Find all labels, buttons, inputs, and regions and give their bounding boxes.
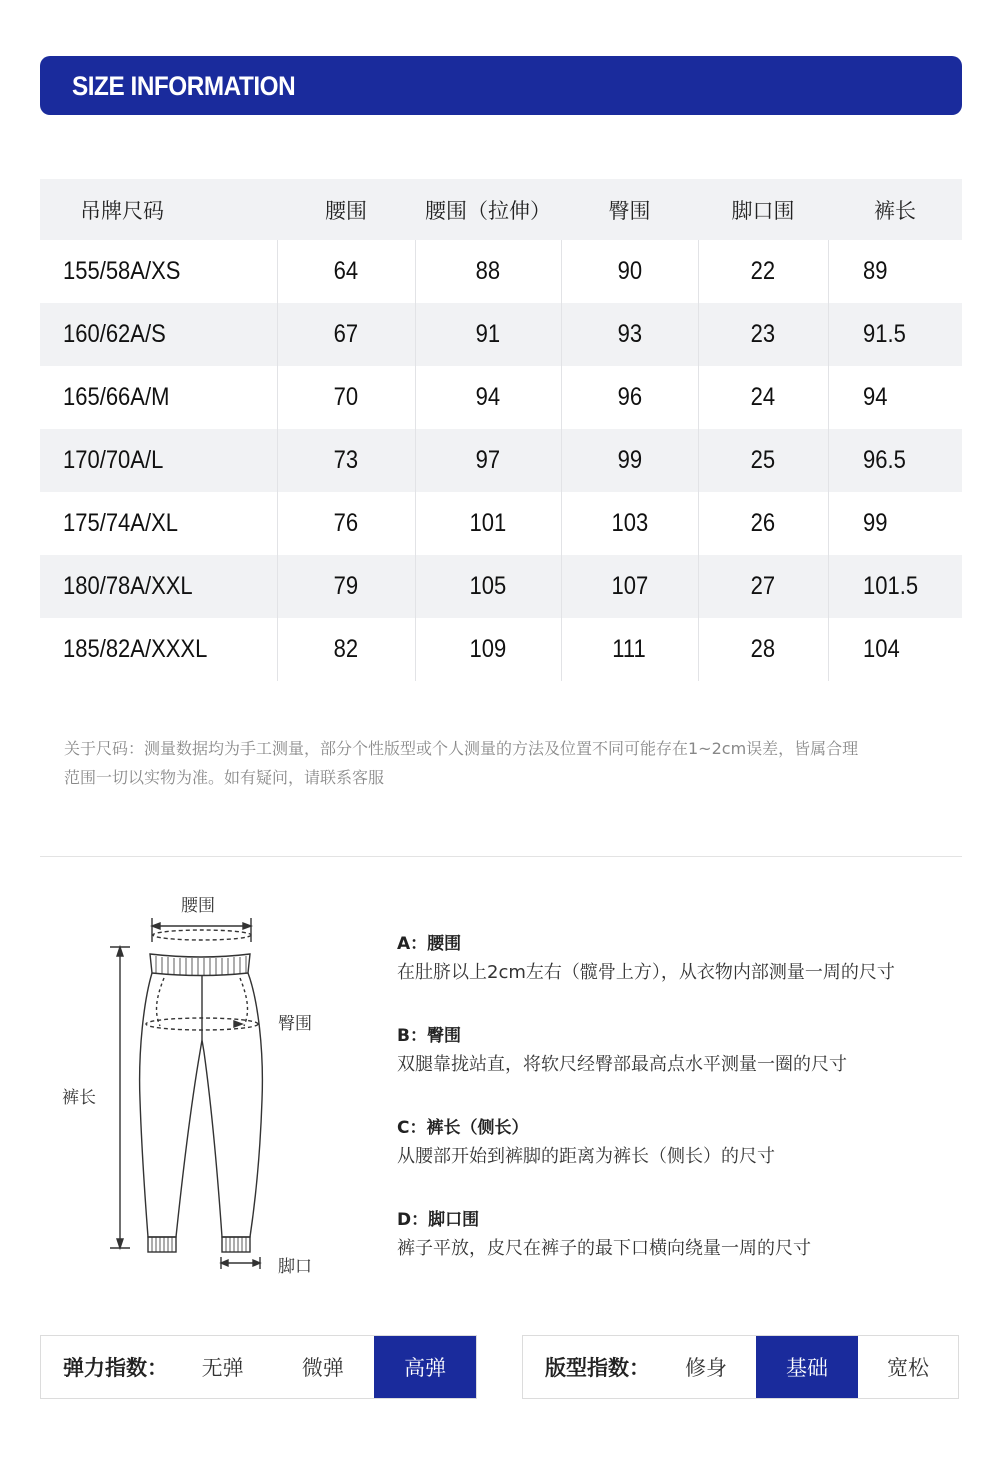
table-cell: 94: [475, 383, 501, 411]
column-header: 腰围: [277, 179, 415, 240]
table-cell: 89: [862, 257, 887, 285]
table-cell: 160/62A/S: [63, 320, 166, 348]
table-row: [40, 618, 962, 681]
fit-index: [522, 1335, 959, 1399]
definition-item: [397, 930, 977, 988]
table-cell: 170/70A/L: [63, 446, 164, 474]
table-cell: 67: [333, 320, 359, 348]
table-cell: 175/74A/XL: [63, 509, 178, 537]
table-cell: 96: [617, 383, 642, 411]
fit-label: 版型指数：: [545, 1356, 650, 1380]
table-cell: 111: [612, 635, 647, 663]
elasticity-option-high[interactable]: 高弹: [374, 1336, 476, 1398]
table-row: [40, 492, 962, 555]
elasticity-option-slight[interactable]: 微弹: [301, 1356, 344, 1380]
definition-text: 在肚脐以上2cm左右（髋骨上方），从衣物内部测量一周的尺寸: [397, 962, 895, 983]
definition-title: D：脚口围: [397, 1210, 480, 1230]
definition-text: 裤子平放，皮尺在裤子的最下口横向绕量一周的尺寸: [397, 1238, 811, 1259]
table-cell: 101: [469, 509, 507, 537]
table-cell: 88: [475, 257, 501, 285]
definition-title: A：腰围: [397, 934, 462, 954]
table-row: [40, 240, 962, 303]
diagram-label-hip: 臀围: [278, 1014, 312, 1034]
table-row: [40, 429, 962, 492]
table-row: [40, 303, 962, 366]
pants-outline-icon: [60, 880, 360, 1290]
elasticity-option-none[interactable]: 无弹: [201, 1356, 244, 1380]
measurement-definitions: [397, 930, 977, 1298]
column-header: 裤长: [828, 179, 962, 240]
page-title: SIZE INFORMATION: [72, 71, 296, 101]
table-cell: 82: [333, 635, 359, 663]
fit-option-loose[interactable]: 宽松: [887, 1356, 929, 1380]
table-row: [40, 555, 962, 618]
table-cell: 99: [862, 509, 887, 537]
fit-option-slim[interactable]: 修身: [685, 1356, 727, 1380]
elasticity-index: [40, 1335, 477, 1399]
size-note: [64, 734, 959, 792]
column-header: 腰围（拉伸）: [415, 179, 561, 240]
table-cell: 96.5: [862, 446, 906, 474]
table-header-row: [40, 179, 962, 240]
table-cell: 91.5: [862, 320, 906, 348]
pants-diagram: [60, 880, 360, 1290]
definition-item: [397, 1114, 977, 1172]
table-cell: 104: [862, 635, 900, 663]
definition-title: B：臀围: [397, 1026, 461, 1046]
table-cell: 70: [333, 383, 359, 411]
table-cell: 91: [475, 320, 501, 348]
table-row: [40, 366, 962, 429]
table-cell: 155/58A/XS: [63, 257, 181, 285]
size-note-line: 范围一切以实物为准。如有疑问，请联系客服: [64, 768, 385, 787]
definition-text: 从腰部开始到裤脚的距离为裤长（侧长）的尺寸: [397, 1146, 775, 1167]
table-cell: 23: [750, 320, 776, 348]
table-cell: 24: [750, 383, 776, 411]
table-cell: 105: [469, 572, 507, 600]
table-cell: 27: [750, 572, 776, 600]
size-note-line: 关于尺码：测量数据均为手工测量，部分个性版型或个人测量的方法及位置不同可能存在1~2cm误差，皆属合理: [64, 739, 859, 758]
table-cell: 99: [617, 446, 642, 474]
table-cell: 103: [611, 509, 648, 537]
diagram-label-cuff: 脚口: [278, 1257, 312, 1277]
table-cell: 94: [862, 383, 887, 411]
elasticity-label: 弹力指数：: [63, 1356, 168, 1380]
definition-text: 双腿靠拢站直，将软尺经臀部最高点水平测量一圈的尺寸: [397, 1054, 847, 1075]
column-header: 臀围: [561, 179, 698, 240]
table-cell: 26: [750, 509, 776, 537]
definition-item: [397, 1206, 977, 1264]
table-cell: 107: [611, 572, 648, 600]
column-header: 吊牌尺码: [40, 179, 277, 240]
table-cell: 165/66A/M: [63, 383, 170, 411]
table-cell: 180/78A/XXL: [63, 572, 193, 600]
table-cell: 109: [469, 635, 507, 663]
table-cell: 185/82A/XXXL: [63, 635, 208, 663]
table-cell: 73: [333, 446, 359, 474]
table-cell: 79: [333, 572, 359, 600]
table-cell: 25: [750, 446, 776, 474]
definition-item: [397, 1022, 977, 1080]
table-cell: 93: [617, 320, 642, 348]
column-header: 脚口围: [698, 179, 828, 240]
table-cell: 76: [333, 509, 359, 537]
table-cell: 90: [617, 257, 642, 285]
diagram-label-waist: 腰围: [181, 896, 215, 916]
size-table: [40, 179, 962, 681]
header-bar: [40, 56, 962, 115]
diagram-label-length: 裤长: [62, 1088, 96, 1108]
section-divider: [40, 856, 962, 857]
definition-title: C：裤长（侧长）: [397, 1118, 529, 1138]
table-cell: 97: [475, 446, 501, 474]
fit-option-regular[interactable]: 基础: [756, 1336, 858, 1398]
table-cell: 28: [750, 635, 776, 663]
table-cell: 64: [333, 257, 359, 285]
table-cell: 101.5: [862, 572, 918, 600]
table-cell: 22: [750, 257, 776, 285]
